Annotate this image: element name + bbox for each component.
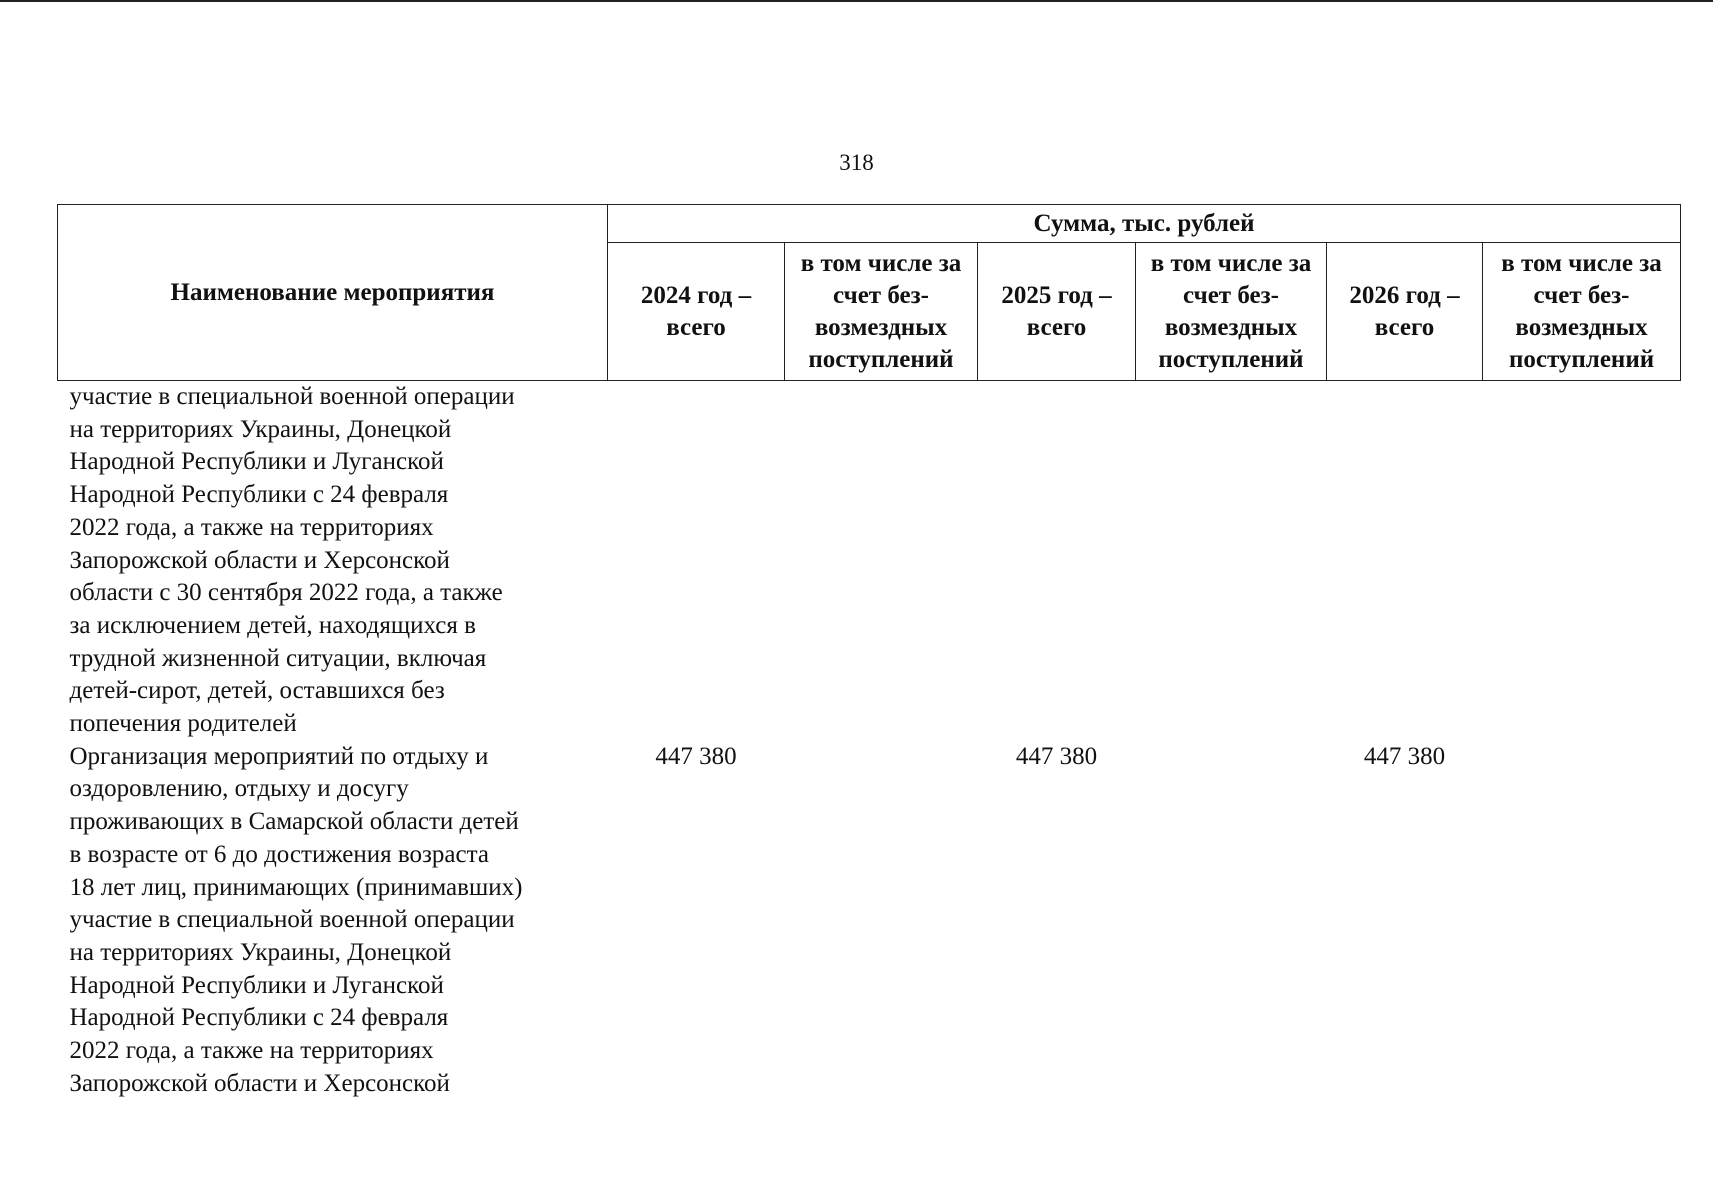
budget-table	[57, 204, 1681, 1100]
value-2025-total	[978, 381, 1136, 741]
header-2024-total: 2024 год – всего	[608, 243, 785, 381]
header-activity-name: Наименование мероприятия	[58, 205, 608, 381]
value-2025-gratuitous	[1136, 381, 1327, 741]
header-sum-group: Сумма, тыс. рублей	[608, 205, 1681, 243]
value-2024-gratuitous	[785, 741, 978, 1101]
value-2026-total	[1327, 381, 1483, 741]
value-2026-gratuitous	[1483, 741, 1681, 1101]
table-body	[58, 381, 1681, 1101]
value-2024-gratuitous	[785, 381, 978, 741]
value-2024-total	[608, 381, 785, 741]
page-top-border	[0, 0, 1713, 2]
header-2025-total: 2025 год – всего	[978, 243, 1136, 381]
activity-name-cell: Организация мероприятий по отдыху и оздоровлению, отдыху и досугу проживающих в Самарской области детей в возрасте от 6 до достижения возраста 18 лет лиц, принимающих (принимавших) участие в специальной военной операции на территориях Украины, Донецкой Народной Республики и Луганской Народной Республики с 24 февраля 2022 года, а также на территориях Запорожской области и Херсонской	[69, 742, 523, 1097]
table-row	[58, 741, 1681, 1101]
value-2025-total: 447 380	[1015, 742, 1098, 770]
activity-name-cell: участие в специальной военной операции на территориях Украины, Донецкой Народной Республики и Луганской Народной Республики с 24 февраля 2022 года, а также на территориях Запорожской области и Херсонской области с 30 сентября 2022 года, а также за исключением детей, находящихся в трудной жизненной ситуации, включая детей-сирот, детей, оставшихся без попечения родителей	[69, 383, 515, 738]
header-2026-gratuitous: в том числе за счет без-возмездных поступлений	[1483, 243, 1681, 381]
header-2024-gratuitous: в том числе за счет без-возмездных поступлений	[785, 243, 978, 381]
value-2026-gratuitous	[1483, 381, 1681, 741]
value-2026-total: 447 380	[1363, 742, 1446, 770]
header-2025-gratuitous: в том числе за счет без-возмездных поступлений	[1136, 243, 1327, 381]
table-row	[58, 381, 1681, 741]
table-header	[58, 205, 1681, 381]
value-2024-total: 447 380	[655, 742, 737, 770]
value-2025-gratuitous	[1136, 741, 1327, 1101]
header-row-top	[58, 205, 1681, 243]
header-2026-total: 2026 год – всего	[1327, 243, 1483, 381]
page-number: 318	[839, 150, 874, 175]
